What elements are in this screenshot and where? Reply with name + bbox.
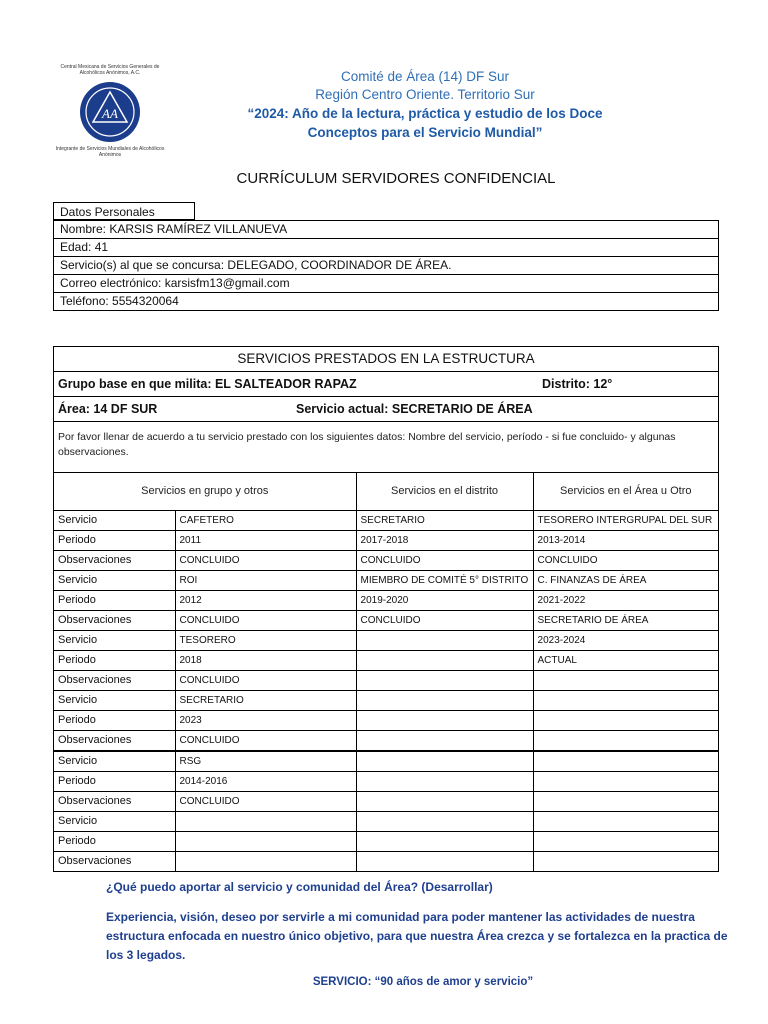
group-service-cell: CONCLUIDO [175, 671, 356, 691]
group-service-cell: 2018 [175, 651, 356, 671]
area-service-cell [533, 772, 718, 792]
row-label: Observaciones [54, 731, 175, 752]
header [190, 68, 660, 142]
group-row [54, 372, 718, 397]
area-service-cell: ACTUAL [533, 651, 718, 671]
service-grid-row [54, 772, 718, 792]
document-title: CURRÍCULUM SERVIDORES CONFIDENCIAL [236, 170, 556, 187]
row-label: Servicio [54, 691, 175, 711]
personal-data-table [53, 220, 719, 311]
service-grid-row [54, 591, 718, 611]
service-grid-row [54, 511, 718, 531]
personal-phone: Teléfono: 5554320064 [54, 293, 719, 311]
district-service-cell [356, 832, 533, 852]
column-header-area: Servicios en el Área u Otro [533, 473, 718, 511]
area-service-cell [533, 671, 718, 691]
service-grid-row [54, 751, 718, 772]
base-group: Grupo base en que milita: EL SALTEADOR RAPAZ [58, 377, 357, 391]
personal-age: Edad: 41 [54, 239, 719, 257]
area-service-cell: TESORERO INTERGRUPAL DEL SUR [533, 511, 718, 531]
area-service-cell [533, 731, 718, 752]
area-service-cell: 2021-2022 [533, 591, 718, 611]
area-service-cell [533, 792, 718, 812]
logo-block [52, 64, 168, 158]
row-label: Servicio [54, 511, 175, 531]
district-service-cell [356, 812, 533, 832]
area-service-cell: SECRETARIO DE ÁREA [533, 611, 718, 631]
district-service-cell [356, 751, 533, 772]
services-title: SERVICIOS PRESTADOS EN LA ESTRUCTURA [54, 347, 718, 372]
area-service-cell [533, 751, 718, 772]
row-label: Periodo [54, 651, 175, 671]
row-label: Servicio [54, 812, 175, 832]
area-service-cell [533, 691, 718, 711]
district-service-cell [356, 691, 533, 711]
row-label: Periodo [54, 772, 175, 792]
area-service-cell [533, 852, 718, 872]
current-service: Servicio actual: SECRETARIO DE ÁREA [296, 402, 533, 416]
service-grid-row [54, 651, 718, 671]
area-service-cell [533, 711, 718, 731]
row-label: Servicio [54, 571, 175, 591]
service-grid-row [54, 711, 718, 731]
district-service-cell: 2017-2018 [356, 531, 533, 551]
group-service-cell [175, 812, 356, 832]
header-line-1: Comité de Área (14) DF Sur [340, 69, 510, 84]
service-grid-row [54, 611, 718, 631]
district-service-cell [356, 711, 533, 731]
service-grid-row [54, 691, 718, 711]
group-service-cell: CONCLUIDO [175, 792, 356, 812]
group-service-cell: CONCLUIDO [175, 731, 356, 752]
service-grid-row [54, 671, 718, 691]
logo-bottom-text: Integrante de Servicios Mundiales de Alcohólicos Anónimos [55, 146, 165, 158]
area-service-cell [533, 812, 718, 832]
services-grid [54, 473, 718, 871]
group-service-cell: 2012 [175, 591, 356, 611]
instructions-note: Por favor llenar de acuerdo a tu servicio prestado con los siguientes datos: Nombre del servicio, período - si fue concluido- y algunas observaciones. [54, 422, 718, 473]
row-label: Servicio [54, 751, 175, 772]
group-service-cell: RSG [175, 751, 356, 772]
district-service-cell: MIEMBRO DE COMITÉ 5° DISTRITO [356, 571, 533, 591]
area-service-cell: 2023-2024 [533, 631, 718, 651]
area-service-cell: 2013-2014 [533, 531, 718, 551]
group-service-cell: CONCLUIDO [175, 611, 356, 631]
question-heading: ¿Qué puedo aportar al servicio y comunidad del Área? (Desarrollar) [106, 880, 493, 894]
district-service-cell: 2019-2020 [356, 591, 533, 611]
group-service-cell [175, 832, 356, 852]
services-section [53, 346, 719, 872]
header-line-2: Región Centro Oriente. Territorio Sur [315, 87, 535, 102]
personal-service-applied: Servicio(s) al que se concursa: DELEGADO, COORDINADOR DE ÁREA. [54, 257, 719, 275]
header-line-4: Conceptos para el Servicio Mundial” [307, 125, 543, 140]
service-grid-row [54, 812, 718, 832]
area-row [54, 397, 718, 422]
group-service-cell: 2014-2016 [175, 772, 356, 792]
district-service-cell: SECRETARIO [356, 511, 533, 531]
group-service-cell: SECRETARIO [175, 691, 356, 711]
service-grid-row [54, 852, 718, 872]
row-label: Periodo [54, 832, 175, 852]
footer-motto: SERVICIO: “90 años de amor y servicio” [312, 976, 534, 988]
district-service-cell [356, 852, 533, 872]
area: Área: 14 DF SUR [58, 402, 158, 416]
district-service-cell [356, 671, 533, 691]
service-grid-row [54, 792, 718, 812]
group-service-cell: CONCLUIDO [175, 551, 356, 571]
district-service-cell: CONCLUIDO [356, 611, 533, 631]
row-label: Periodo [54, 591, 175, 611]
district-service-cell [356, 631, 533, 651]
row-label: Observaciones [54, 671, 175, 691]
group-service-cell: ROI [175, 571, 356, 591]
group-service-cell: 2011 [175, 531, 356, 551]
group-service-cell: 2023 [175, 711, 356, 731]
area-service-cell [533, 832, 718, 852]
grid-header-row [54, 473, 718, 511]
personal-email: Correo electrónico: karsisfm13@gmail.com [54, 275, 719, 293]
service-grid-row [54, 832, 718, 852]
personal-name: Nombre: KARSIS RAMÍREZ VILLANUEVA [54, 221, 719, 239]
aa-emblem-icon [78, 80, 142, 144]
header-line-3: “2024: Año de la lectura, práctica y estudio de los Doce [247, 106, 603, 121]
group-service-cell: CAFETERO [175, 511, 356, 531]
row-label: Observaciones [54, 792, 175, 812]
row-label: Observaciones [54, 852, 175, 872]
column-header-district: Servicios en el distrito [356, 473, 533, 511]
district: Distrito: 12° [542, 377, 613, 391]
area-service-cell: C. FINANZAS DE ÁREA [533, 571, 718, 591]
group-service-cell [175, 852, 356, 872]
district-service-cell [356, 731, 533, 752]
service-grid-row [54, 631, 718, 651]
row-label: Periodo [54, 711, 175, 731]
personal-data-tab: Datos Personales [53, 202, 195, 220]
service-grid-row [54, 731, 718, 752]
service-grid-row [54, 531, 718, 551]
answer-text: Experiencia, visión, deseo por servirle a mi comunidad para poder mantener las actividades de nuestra estructura enfocada en nuestro único objetivo, para que nuestra Área crezca y se fortalezca en la practica de los 3 legados. [106, 910, 728, 962]
row-label: Periodo [54, 531, 175, 551]
row-label: Observaciones [54, 551, 175, 571]
row-label: Servicio [54, 631, 175, 651]
emblem-letters: AA [102, 106, 118, 121]
column-header-group: Servicios en grupo y otros [54, 473, 356, 511]
area-service-cell: CONCLUIDO [533, 551, 718, 571]
district-service-cell [356, 772, 533, 792]
group-service-cell: TESORERO [175, 631, 356, 651]
service-grid-row [54, 571, 718, 591]
district-service-cell [356, 651, 533, 671]
row-label: Observaciones [54, 611, 175, 631]
district-service-cell [356, 792, 533, 812]
service-grid-row [54, 551, 718, 571]
district-service-cell: CONCLUIDO [356, 551, 533, 571]
logo-top-text: Central Mexicana de Servicios Generales de Alcohólicos Anónimos, A.C. [60, 64, 160, 76]
